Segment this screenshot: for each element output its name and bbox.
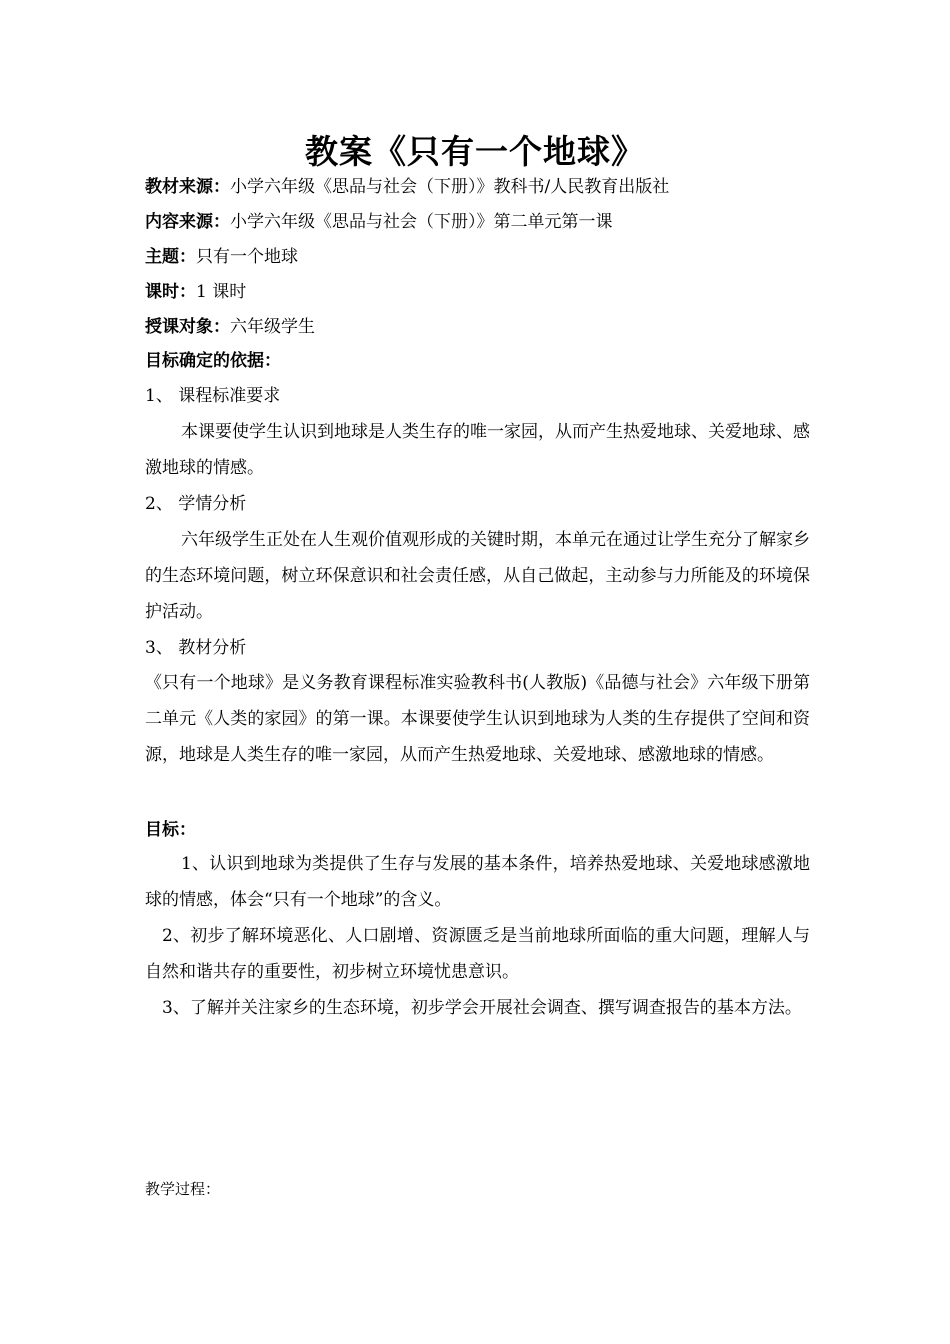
section-heading: 1、 课程标准要求 bbox=[145, 386, 281, 406]
field-topic bbox=[145, 246, 810, 268]
goal-item: 1、认识到地球为类提供了生存与发展的基本条件，培养热爱地球、关爱地球感激地球的情感，体会“只有一个地球”的含义。 bbox=[145, 854, 810, 910]
field-label: 课时： bbox=[145, 282, 196, 302]
field-textbook-source bbox=[145, 176, 810, 198]
section-heading: 2、 学情分析 bbox=[145, 494, 247, 514]
section-paragraph: 六年级学生正处在人生观价值观形成的关键时期，本单元在通过让学生充分了解家乡的生态环境问题，树立环保意识和社会责任感，从自己做起，主动参与力所能及的环境保护活动。 bbox=[145, 530, 810, 622]
field-value: 1 课时 bbox=[196, 282, 247, 302]
goals-heading: 目标： bbox=[145, 820, 196, 840]
document-title: 教案《只有一个地球》 bbox=[305, 132, 645, 171]
field-content-source bbox=[145, 211, 810, 233]
section-heading: 3、 教材分析 bbox=[145, 638, 247, 658]
goal-item: 2、初步了解环境恶化、人口剧增、资源匮乏是当前地球所面临的重大问题，理解人与自然和谐共存的重要性，初步树立环境忧患意识。 bbox=[145, 926, 810, 982]
field-value: 小学六年级《思品与社会（下册）》教科书/人民教育出版社 bbox=[230, 177, 670, 197]
field-class-hours bbox=[145, 281, 810, 303]
field-label: 教材来源： bbox=[145, 177, 230, 197]
field-value: 小学六年级《思品与社会（下册）》第二单元第一课 bbox=[230, 212, 613, 232]
field-value: 只有一个地球 bbox=[196, 247, 298, 267]
field-label: 主题： bbox=[145, 247, 196, 267]
field-label: 授课对象： bbox=[145, 317, 230, 337]
basis-heading: 目标确定的依据： bbox=[145, 351, 281, 371]
section-paragraph: 《只有一个地球》是义务教育课程标准实验教科书(人教版)《品德与社会》六年级下册第二单元《人类的家园》的第一课。本课要使学生认识到地球为人类的生存提供了空间和资源，地球是人类生存的唯一家园，从而产生热爱地球、关爱地球、感激地球的情感。 bbox=[145, 673, 810, 765]
field-audience bbox=[145, 316, 810, 338]
goal-item: 3、了解并关注家乡的生态环境，初步学会开展社会调查、撰写调查报告的基本方法。 bbox=[162, 998, 802, 1018]
process-label: 教学过程： bbox=[145, 1180, 221, 1198]
field-label: 内容来源： bbox=[145, 212, 230, 232]
section-paragraph: 本课要使学生认识到地球是人类生存的唯一家园，从而产生热爱地球、关爱地球、感激地球的情感。 bbox=[145, 422, 810, 478]
field-value: 六年级学生 bbox=[230, 317, 315, 337]
